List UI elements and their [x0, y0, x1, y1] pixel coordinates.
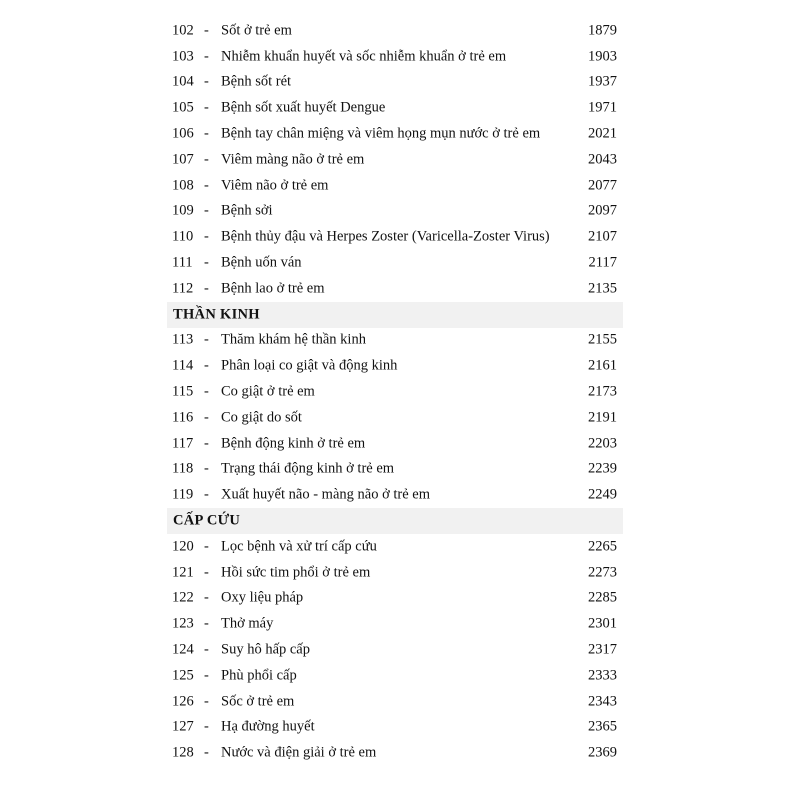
page-number: 2239: [588, 460, 617, 477]
entry-dash: -: [204, 48, 209, 65]
chapter-title: Hồi sức tim phổi ở trẻ em: [221, 564, 371, 581]
chapter-number: 125: [172, 667, 194, 684]
entry-dash: -: [204, 383, 209, 400]
toc-entry: [167, 431, 623, 457]
chapter-title: Phù phổi cấp: [221, 667, 297, 684]
page-number: 2161: [588, 357, 617, 374]
section-heading: THẦN KINH: [173, 306, 260, 323]
chapter-number: 111: [172, 254, 193, 271]
chapter-number: 106: [172, 125, 194, 142]
toc-entry: [167, 353, 623, 379]
chapter-title: Viêm màng não ở trẻ em: [221, 151, 365, 168]
page-number: 2135: [588, 280, 617, 297]
entry-dash: -: [204, 99, 209, 116]
section-header-neuro: [167, 302, 623, 328]
toc-entry: [167, 18, 623, 44]
chapter-title: Bệnh sởi: [221, 202, 273, 219]
page-number: 2301: [588, 615, 617, 632]
entry-dash: -: [204, 254, 209, 271]
entry-dash: -: [204, 564, 209, 581]
chapter-number: 127: [172, 718, 194, 735]
page-number: 2155: [588, 331, 617, 348]
chapter-title: Viêm não ở trẻ em: [221, 177, 329, 194]
page-number: 1971: [588, 99, 617, 116]
page-number: 2107: [588, 228, 617, 245]
page-number: 2191: [588, 409, 617, 426]
chapter-title: Co giật do sốt: [221, 409, 302, 426]
page-number: 2333: [588, 667, 617, 684]
chapter-number: 123: [172, 615, 194, 632]
chapter-number: 118: [172, 460, 194, 477]
chapter-title: Bệnh uốn ván: [221, 254, 302, 271]
entry-dash: -: [204, 589, 209, 606]
entry-dash: -: [204, 228, 209, 245]
chapter-title: Thở máy: [221, 615, 274, 632]
chapter-number: 117: [172, 435, 194, 452]
entry-dash: -: [204, 615, 209, 632]
entry-dash: -: [204, 125, 209, 142]
entry-dash: -: [204, 641, 209, 658]
chapter-number: 113: [172, 331, 194, 348]
page-number: 2365: [588, 718, 617, 735]
toc-entry: [167, 482, 623, 508]
page-number: 2249: [588, 486, 617, 503]
toc-entry: [167, 95, 623, 121]
toc-entry: [167, 199, 623, 225]
toc-entry: [167, 405, 623, 431]
page-number: 2097: [588, 202, 617, 219]
chapter-title: Nhiễm khuẩn huyết và sốc nhiễm khuẩn ở trẻ em: [221, 48, 507, 65]
chapter-title: Co giật ở trẻ em: [221, 383, 315, 400]
chapter-title: Oxy liệu pháp: [221, 589, 304, 606]
chapter-number: 124: [172, 641, 194, 658]
chapter-title: Bệnh sốt xuất huyết Dengue: [221, 99, 386, 116]
chapter-title: Bệnh sốt rét: [221, 73, 292, 90]
toc-entry: [167, 586, 623, 612]
page-number: 2043: [588, 151, 617, 168]
chapter-number: 102: [172, 22, 194, 39]
section-heading: CẤP CỨU: [173, 512, 241, 529]
chapter-number: 104: [172, 73, 194, 90]
toc-entry: [167, 663, 623, 689]
toc-entry: [167, 457, 623, 483]
entry-dash: -: [204, 538, 209, 555]
page-number: 2117: [588, 254, 617, 271]
chapter-number: 121: [172, 564, 194, 581]
toc-entry: [167, 44, 623, 70]
chapter-title: Hạ đường huyết: [221, 718, 315, 735]
chapter-title: Nước và điện giải ở trẻ em: [221, 744, 377, 761]
entry-dash: -: [204, 486, 209, 503]
toc-entry: [167, 70, 623, 96]
page-number: 1903: [588, 48, 617, 65]
page-number: 1879: [588, 22, 617, 39]
toc-entry: [167, 534, 623, 560]
page-number: 1937: [588, 73, 617, 90]
page-number: 2273: [588, 564, 617, 581]
page-number: 2317: [588, 641, 617, 658]
chapter-number: 119: [172, 486, 194, 503]
chapter-number: 115: [172, 383, 194, 400]
toc-entry: [167, 173, 623, 199]
chapter-number: 107: [172, 151, 194, 168]
chapter-number: 116: [172, 409, 194, 426]
toc-entry: [167, 250, 623, 276]
chapter-title: Lọc bệnh và xử trí cấp cứu: [221, 538, 377, 555]
chapter-number: 108: [172, 177, 194, 194]
chapter-number: 128: [172, 744, 194, 761]
chapter-title: Bệnh lao ở trẻ em: [221, 280, 325, 297]
toc-entry: [167, 715, 623, 741]
toc-entry: [167, 689, 623, 715]
page-number: 2173: [588, 383, 617, 400]
entry-dash: -: [204, 460, 209, 477]
entry-dash: -: [204, 435, 209, 452]
entry-dash: -: [204, 357, 209, 374]
chapter-title: Trạng thái động kinh ở trẻ em: [221, 460, 395, 477]
page-number: 2265: [588, 538, 617, 555]
chapter-title: Phân loại co giật và động kinh: [221, 357, 398, 374]
toc-entry: [167, 637, 623, 663]
entry-dash: -: [204, 177, 209, 194]
entry-dash: -: [204, 667, 209, 684]
entry-dash: -: [204, 409, 209, 426]
entry-dash: -: [204, 744, 209, 761]
entry-dash: -: [204, 151, 209, 168]
toc-entry: [167, 611, 623, 637]
toc-entry: [167, 740, 623, 766]
chapter-number: 114: [172, 357, 194, 374]
chapter-number: 120: [172, 538, 194, 555]
toc-entry: [167, 328, 623, 354]
chapter-title: Sốt ở trẻ em: [221, 22, 292, 39]
chapter-title: Bệnh thủy đậu và Herpes Zoster (Varicella-Zoster Virus): [221, 228, 550, 245]
chapter-title: Sốc ở trẻ em: [221, 693, 295, 710]
page-number: 2343: [588, 693, 617, 710]
entry-dash: -: [204, 22, 209, 39]
chapter-title: Bệnh động kinh ở trẻ em: [221, 435, 366, 452]
toc-entry: [167, 276, 623, 302]
toc-entry: [167, 224, 623, 250]
entry-dash: -: [204, 331, 209, 348]
page-number: 2285: [588, 589, 617, 606]
entry-dash: -: [204, 718, 209, 735]
chapter-title: Thăm khám hệ thần kinh: [221, 331, 366, 348]
chapter-number: 103: [172, 48, 194, 65]
chapter-title: Bệnh tay chân miệng và viêm họng mụn nước ở trẻ em: [221, 125, 541, 142]
page-number: 2021: [588, 125, 617, 142]
toc-entry: [167, 379, 623, 405]
entry-dash: -: [204, 202, 209, 219]
chapter-title: Suy hô hấp cấp: [221, 641, 310, 658]
chapter-number: 126: [172, 693, 194, 710]
chapter-number: 110: [172, 228, 194, 245]
chapter-number: 105: [172, 99, 194, 116]
toc-entry: [167, 560, 623, 586]
chapter-number: 122: [172, 589, 194, 606]
section-header-emergency: [167, 508, 623, 534]
toc-entry: [167, 147, 623, 173]
entry-dash: -: [204, 693, 209, 710]
chapter-number: 112: [172, 280, 194, 297]
page-number: 2369: [588, 744, 617, 761]
chapter-title: Xuất huyết não - màng não ở trẻ em: [221, 486, 430, 503]
page-number: 2203: [588, 435, 617, 452]
toc-entry: [167, 121, 623, 147]
entry-dash: -: [204, 280, 209, 297]
chapter-number: 109: [172, 202, 194, 219]
page-number: 2077: [588, 177, 617, 194]
entry-dash: -: [204, 73, 209, 90]
